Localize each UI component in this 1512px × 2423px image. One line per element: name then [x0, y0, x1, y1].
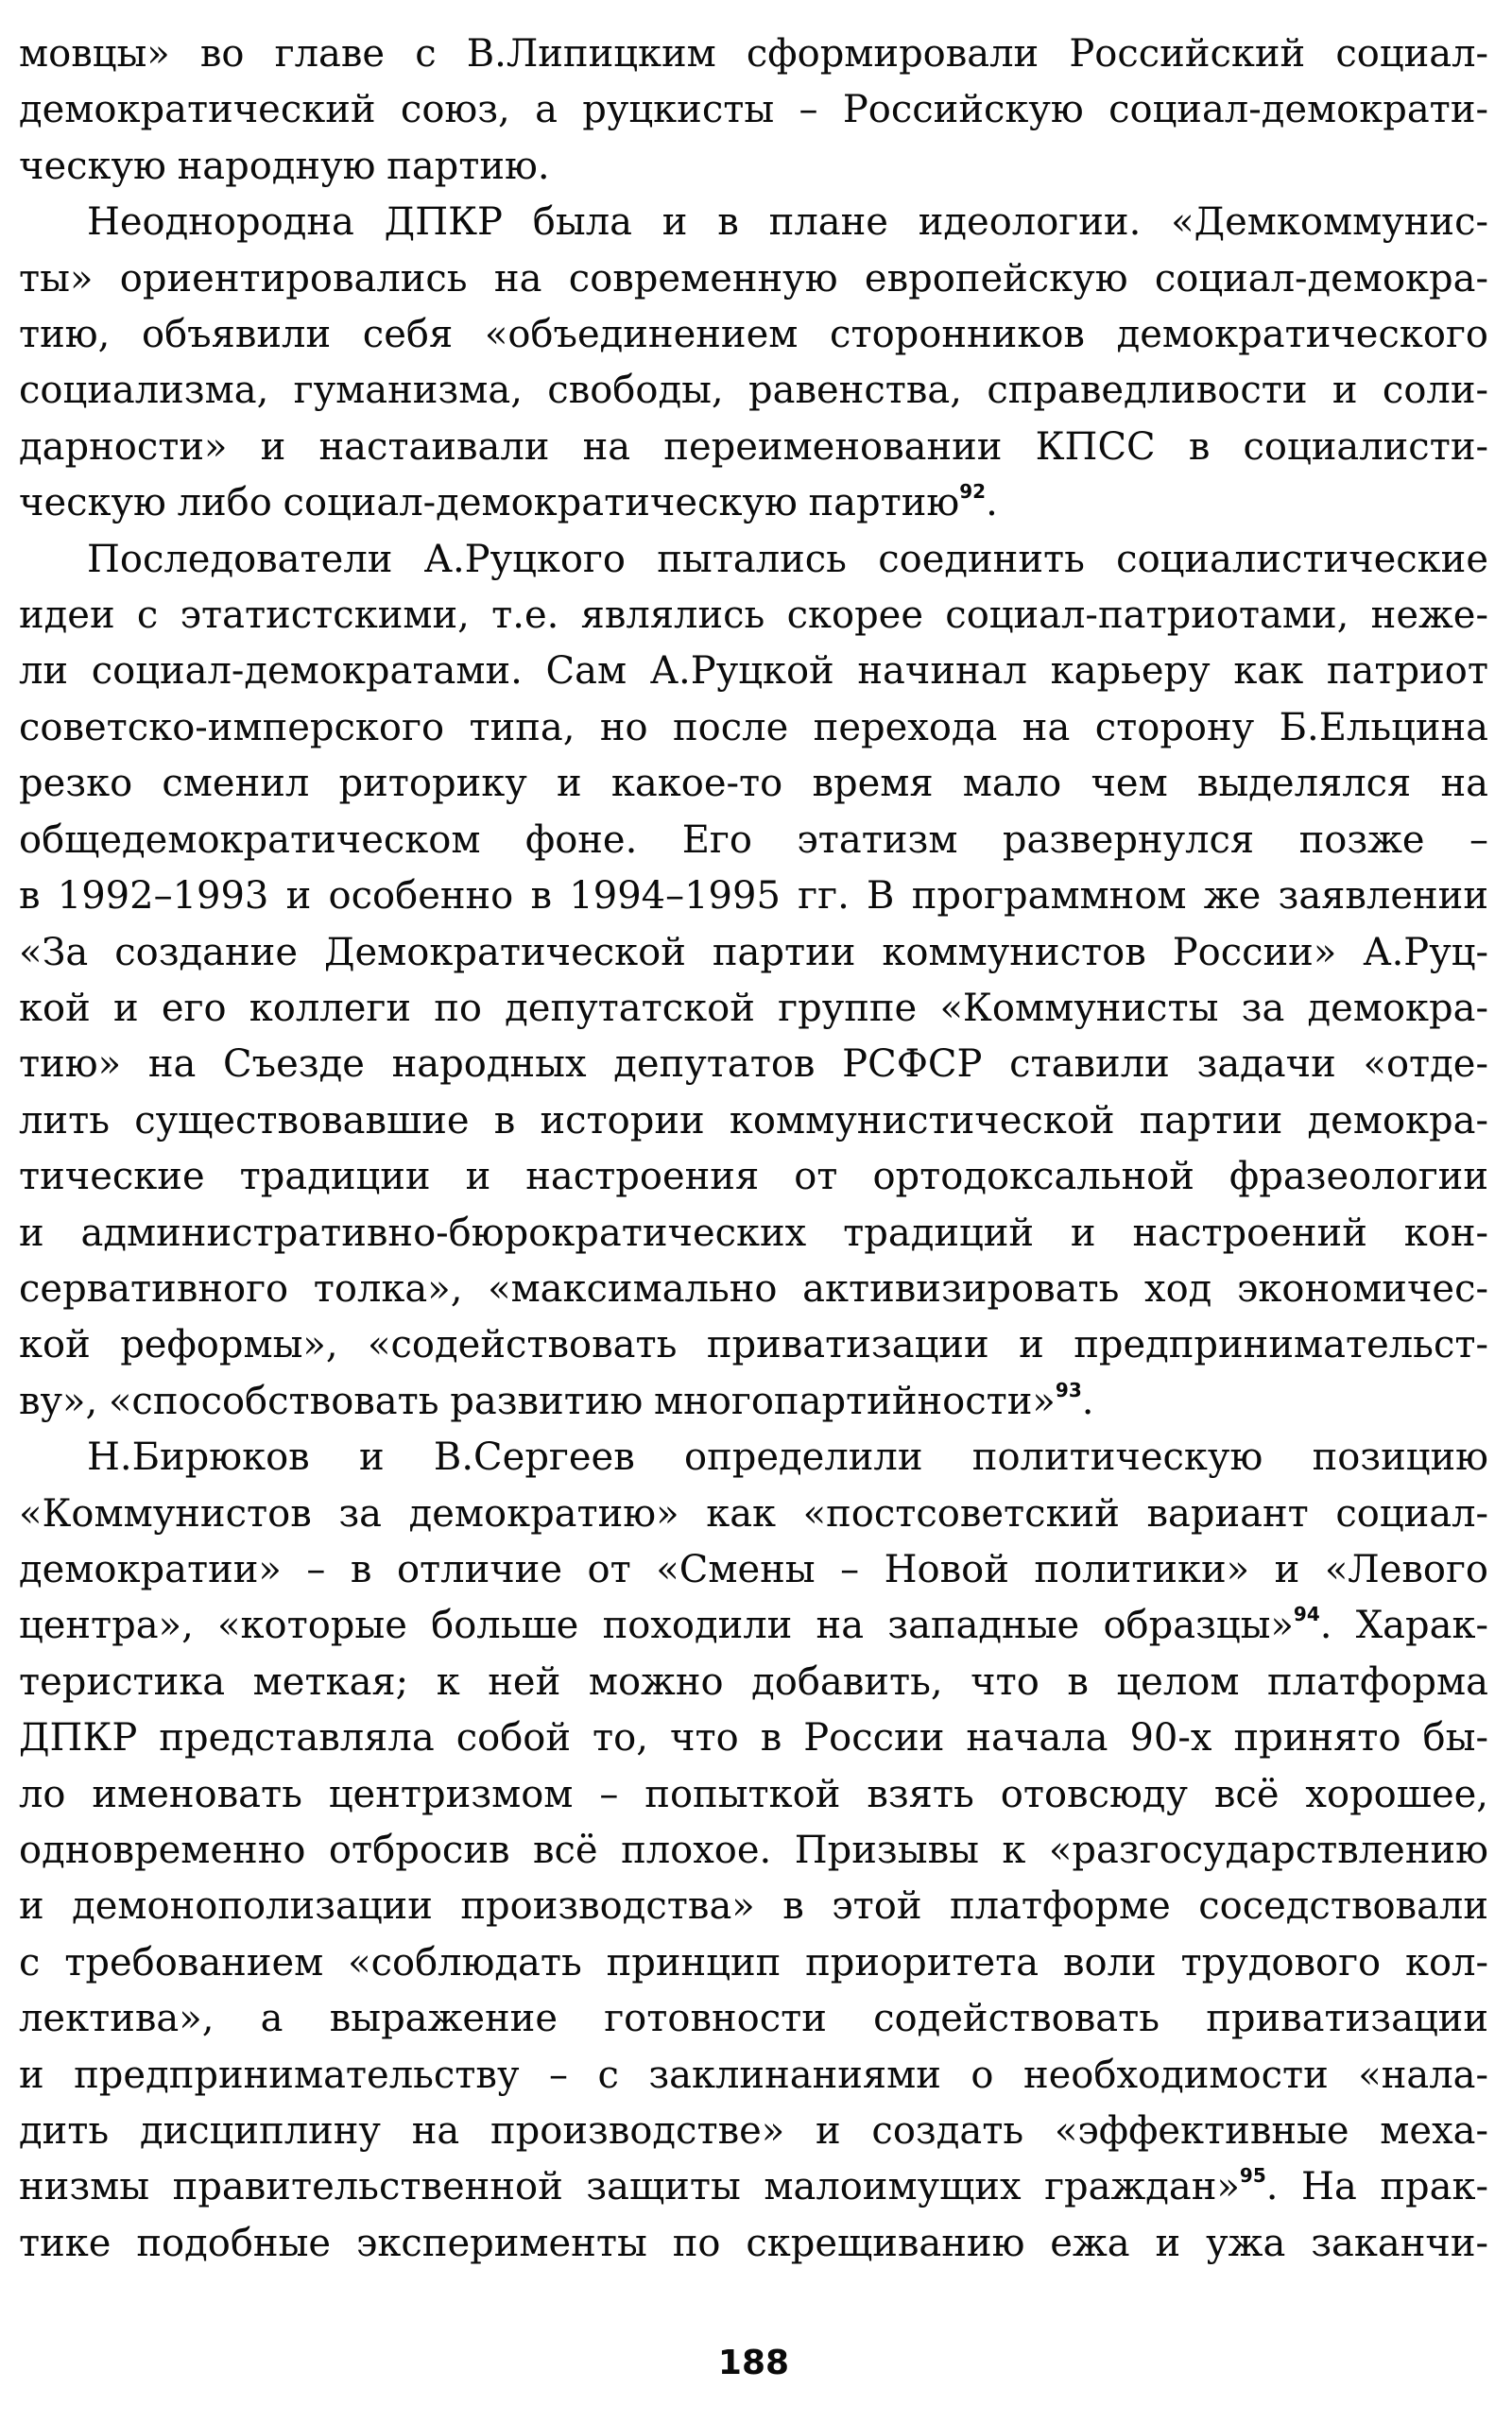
text-line: дить дисциплину на производстве» и создать «эффективные меха-: [19, 2109, 1488, 2154]
text-line: с требованием «соблюдать принцип приоритета воли трудового кол-: [19, 1940, 1488, 1985]
paragraph: [19, 532, 1488, 1431]
paragraph: [19, 26, 1488, 195]
text-fragment: низмы правительственной защиты малоимущих граждан»: [19, 2165, 1240, 2209]
text-line: тические традиции и настроения от ортодоксальной фразеологии: [19, 1155, 1488, 1199]
text-line: ли социал-демократами. Сам А.Руцкой начинал карьеру как патриот: [19, 649, 1488, 694]
text-line: кой и его коллеги по депутатской группе «Коммунисты за демокра-: [19, 986, 1488, 1030]
text-line: и демонополизации производства» в этой платформе соседствовали: [19, 1884, 1488, 1929]
text-line: тию, объявили себя «объединением сторонников демократического: [19, 313, 1488, 357]
text-line: теристика меткая; к ней можно добавить, что в целом платформа: [19, 1659, 1488, 1704]
paragraph: [19, 1430, 1488, 2272]
text-line: сервативного толка», «максимально активизировать ход экономичес-: [19, 1266, 1488, 1311]
text-line: мовцы» во главе с В.Липицким сформировали Российский социал-: [19, 32, 1488, 76]
text-line: общедемократическом фоне. Его этатизм развернулся позже –: [19, 817, 1488, 862]
text-line: кой реформы», «содействовать приватизации и предпринимательст-: [19, 1323, 1488, 1367]
text-line: «За создание Демократической партии коммунистов России» А.Руц-: [19, 930, 1488, 974]
text-line: демократии» – в отличие от «Смены – Новой политики» и «Левого: [19, 1547, 1488, 1591]
text-line: ДПКР представляла собой то, что в России начала 90-х принято бы-: [19, 1716, 1488, 1761]
text-line: Неоднородна ДПКР была и в плане идеологии. «Демкоммунис-: [87, 200, 1488, 245]
text-fragment: . Харак-: [1319, 1604, 1488, 1648]
text-fragment: ву», «способствовать развитию многопартийности»: [19, 1379, 1056, 1423]
paragraph: [19, 195, 1488, 531]
text-line: ты» ориентировались на современную европейскую социал-демокра-: [19, 256, 1488, 301]
text-line: демократический союз, а руцкисты – Российскую социал-демократи-: [19, 88, 1488, 132]
text-line: «Коммунистов за демократию» как «постсоветский вариант социал-: [19, 1491, 1488, 1536]
text-line: лектива», а выражение готовности содействовать приватизации: [19, 1997, 1488, 2041]
text-line: дарности» и настаивали на переименовании КПСС в социалисти-: [19, 424, 1488, 469]
text-line: в 1992–1993 и особенно в 1994–1995 гг. В программном же заявлении: [19, 874, 1488, 919]
text-line: [19, 475, 1488, 531]
text-line: ческую народную партию.: [19, 144, 550, 188]
text-fragment: центра», «которые больше походили на западные образцы»: [19, 1604, 1294, 1648]
footnote-marker: 93: [1055, 1378, 1082, 1401]
text-line: одновременно отбросив всё плохое. Призывы к «разгосударствлению: [19, 1829, 1488, 1872]
text-line: тике подобные эксперименты по скрещиванию ежа и ужа заканчи-: [19, 2221, 1488, 2265]
text-line: Н.Бирюков и В.Сергеев определили политическую позицию: [87, 1435, 1488, 1480]
text-line: резко сменил риторику и какое-то время мало чем выделялся на: [19, 762, 1488, 806]
text-line: [19, 1374, 1488, 1430]
text-fragment: ческую либо социал-демократическую партию: [19, 481, 960, 525]
text-line: и административно-бюрократических традиций и настроений кон-: [19, 1211, 1488, 1255]
text-line: [19, 1598, 1488, 1654]
text-line: ло именовать центризмом – попыткой взять отовсюду всё хорошее,: [19, 1772, 1488, 1816]
text-line: советско-имперского типа, но после перехода на сторону Б.Ельцина: [19, 705, 1488, 749]
text-line: и предпринимательству – с заклинаниями о необходимости «нала-: [19, 2053, 1488, 2097]
text-line: идеи с этатистскими, т.е. являлись скорее социал-патриотами, неже-: [19, 593, 1488, 638]
text-line: тию» на Съезде народных депутатов РСФСР ставили задачи «отде-: [19, 1042, 1488, 1087]
footnote-marker: 94: [1293, 1603, 1320, 1626]
footnote-marker: 95: [1239, 2164, 1266, 2188]
text-line: Последователи А.Руцкого пытались соединить социалистические: [87, 537, 1488, 581]
text-line: лить существовавшие в истории коммунистической партии демокра-: [19, 1098, 1488, 1143]
text-fragment: . На прак-: [1265, 2165, 1488, 2209]
text-fragment: .: [1081, 1379, 1094, 1423]
text-line: социализма, гуманизма, свободы, равенства, справедливости и соли-: [19, 369, 1488, 413]
text-fragment: .: [986, 481, 998, 525]
footnote-marker: 92: [959, 480, 987, 504]
body-text: [19, 26, 1488, 2272]
page-number: 188: [717, 2344, 790, 2382]
book-page: [19, 26, 1488, 2408]
text-line: [19, 2159, 1488, 2215]
